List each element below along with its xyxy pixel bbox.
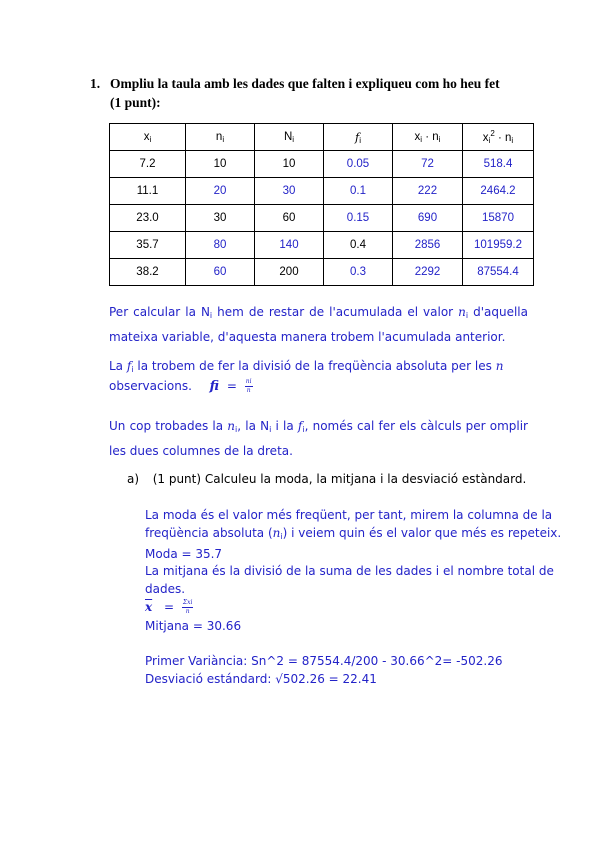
table-cell-xi: 38.2 xyxy=(110,259,186,286)
table-row xyxy=(110,205,534,232)
question-number: 1. xyxy=(90,76,101,91)
table-cell-xi2-ni: 518.4 xyxy=(463,151,534,178)
table-cell-fi: 0.4 xyxy=(324,232,393,259)
table-cell-xi-ni: 2292 xyxy=(393,259,463,286)
header-xi-ni: $x_i \cdot n_i$ xyxy=(393,124,463,151)
table-cell-Ni: 60 xyxy=(255,205,324,232)
table-cell-xi2-ni: 2464.2 xyxy=(463,178,534,205)
header-Ni: $N_i$ xyxy=(255,124,324,151)
question-text-line1: Ompliu la taula amb les dades que falten i expliqueu com ho heu fet xyxy=(110,76,500,91)
table-cell-xi2-ni: 87554.4 xyxy=(463,259,534,286)
table-cell-xi: 11.1 xyxy=(110,178,186,205)
table-cell-xi-ni: 690 xyxy=(393,205,463,232)
answer-block xyxy=(145,507,562,688)
explanation-paragraph-3: Un cop trobades la $n_i$, la $N_i$ i la $f_i$, només cal fer els càlculs per omplir les dues columnes de la dreta. xyxy=(109,419,528,458)
explanation-paragraph-2: La $f_i$ la trobem de fer la divisió de la freqüència absoluta per les n xyxy=(109,359,504,374)
table-cell-fi: 0.1 xyxy=(324,178,393,205)
table-row xyxy=(110,178,534,205)
table-row xyxy=(110,259,534,286)
table-cell-xi2-ni: 101959.2 xyxy=(463,232,534,259)
table-cell-Ni: 200 xyxy=(255,259,324,286)
table-cell-Ni: 10 xyxy=(255,151,324,178)
table-cell-Ni: 140 xyxy=(255,232,324,259)
part-a-label: a) xyxy=(127,472,140,486)
answer-line-5: dades. xyxy=(145,582,186,597)
table-cell-xi: 7.2 xyxy=(110,151,186,178)
table-row xyxy=(110,232,534,259)
explanation-paragraph-2-line2: observacions. fi = $\frac{ni}{n}$ xyxy=(109,378,252,394)
answer-line-4: La mitjana és la divisió de la suma de les dades i el nombre total de xyxy=(145,564,554,579)
table-cell-Ni: 30 xyxy=(255,178,324,205)
table-cell-ni: 60 xyxy=(186,259,255,286)
table-cell-xi-ni: 222 xyxy=(393,178,463,205)
part-a-question xyxy=(127,472,526,486)
table-cell-xi-ni: 72 xyxy=(393,151,463,178)
answer-desviacio: Desviació estándard: √502.26 = 22.41 xyxy=(145,671,377,686)
table-cell-fi: 0.15 xyxy=(324,205,393,232)
table-cell-ni: 80 xyxy=(186,232,255,259)
header-fi: $f_i$ xyxy=(324,124,393,151)
table-cell-xi: 23.0 xyxy=(110,205,186,232)
table-row xyxy=(110,151,534,178)
table-cell-xi2-ni: 15870 xyxy=(463,205,534,232)
table-cell-ni: 20 xyxy=(186,178,255,205)
answer-line-2: freqüència absoluta $(n_i)$ i veiem quin és el valor que més es repeteix. xyxy=(145,525,562,541)
header-xi: $x_i$ xyxy=(110,124,186,151)
answer-mitjana: Mitjana = 30.66 xyxy=(145,618,242,633)
header-ni: $n_i$ xyxy=(186,124,255,151)
question-heading xyxy=(90,74,550,114)
table-cell-fi: 0.05 xyxy=(324,151,393,178)
frequency-table xyxy=(109,123,534,286)
answer-moda: Moda = 35.7 xyxy=(145,546,223,561)
mean-formula: $\overline{x}$ = $\frac{\text{Σxi}}{n}$ xyxy=(145,598,193,615)
table-header-row xyxy=(110,124,534,151)
answer-line-1: La moda és el valor més freqüent, per tant, mirem la columna de la xyxy=(145,508,553,522)
table-cell-xi-ni: 2856 xyxy=(393,232,463,259)
table-cell-xi: 35.7 xyxy=(110,232,186,259)
table-cell-ni: 10 xyxy=(186,151,255,178)
question-text-line2: (1 punt): xyxy=(110,95,161,110)
part-a-text: (1 punt) Calculeu la moda, la mitjana i la desviació estàndard. xyxy=(152,472,527,486)
answer-variancia: Primer Variància: Sn^2 = 87554.4/200 - 30.66^2= -502.26 xyxy=(145,653,503,668)
table-cell-fi: 0.3 xyxy=(324,259,393,286)
table-cell-ni: 30 xyxy=(186,205,255,232)
explanation-paragraph-1: Per calcular la $N_i$ hem de restar de l'acumulada el valor $n_i$ d'aquella mateixa variable, d'aquesta manera trobem l'acumulada anterior. xyxy=(109,305,528,344)
header-xi2-ni: $x_i^2 \cdot n_i$ xyxy=(463,124,534,151)
formula-fraction: $\frac{ni}{n}$ xyxy=(245,378,252,394)
formula-fi: fi xyxy=(209,379,220,394)
